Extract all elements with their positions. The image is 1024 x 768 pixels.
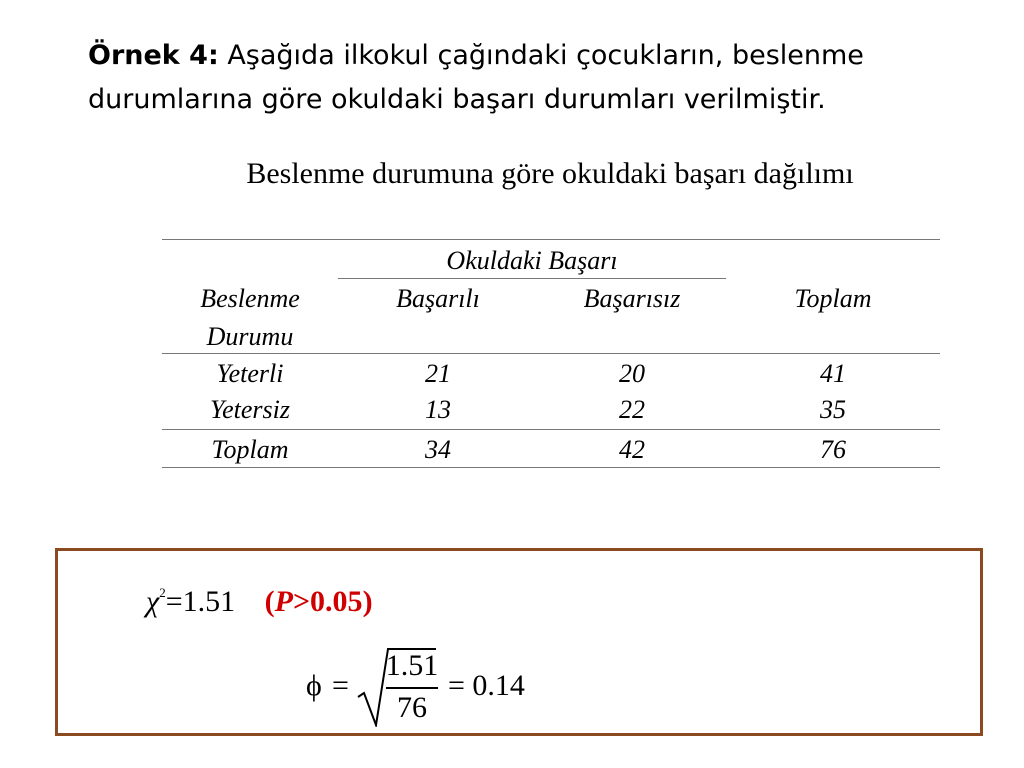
column-header-toplam: Toplam (794, 284, 872, 313)
row-label-yetersiz: Yetersiz (210, 395, 290, 424)
example-label: Örnek 4: (88, 40, 219, 71)
intro-paragraph (88, 34, 968, 122)
table-cell: 42 (619, 435, 645, 464)
table-cell: 76 (820, 435, 846, 464)
phi-result: = 0.14 (448, 669, 525, 702)
formula-box (55, 548, 983, 736)
group-header: Okuldaki Başarı (446, 246, 618, 275)
fraction-bar (386, 687, 438, 689)
table-cell: 22 (619, 395, 645, 424)
chi-square-formula (146, 585, 373, 619)
table-cell: 20 (619, 359, 645, 388)
table-cell: 21 (425, 359, 451, 388)
phi-symbol: ϕ (306, 669, 322, 702)
row-header-line2: Durumu (206, 322, 294, 351)
phi-equals: = (332, 669, 349, 702)
table-title: Beslenme durumuna göre okuldaki başarı dağılımı (246, 157, 854, 190)
table-cell: 41 (820, 359, 846, 388)
row-label-toplam: Toplam (211, 435, 289, 464)
chi-exponent: 2 (159, 585, 166, 600)
header-bottom-rule (162, 353, 940, 354)
row-label-yeterli: Yeterli (216, 359, 284, 388)
intro-text: Aşağıda ilkokul çağındaki çocukların, beslenme durumlarına göre okuldaki başarı durumları verilmiştir. (88, 40, 864, 115)
row-header-line1: Beslenme (200, 284, 300, 313)
column-header-basarili: Başarılı (396, 284, 480, 313)
fraction-denominator: 76 (397, 691, 427, 724)
p-value: (P>0.05) (264, 585, 373, 618)
table-bottom-rule (162, 467, 940, 468)
table-cell: 13 (425, 395, 451, 424)
chi-symbol: χ (146, 585, 160, 618)
column-header-basarisiz: Başarısız (583, 284, 681, 313)
chi-value: =1.51 (165, 585, 236, 618)
phi-formula (306, 645, 606, 729)
group-header-rule (338, 278, 726, 279)
fraction-numerator: 1.51 (385, 649, 439, 682)
table-cell: 34 (425, 435, 451, 464)
table-top-rule (162, 239, 940, 240)
total-top-rule (162, 429, 940, 430)
table-cell: 35 (820, 395, 846, 424)
